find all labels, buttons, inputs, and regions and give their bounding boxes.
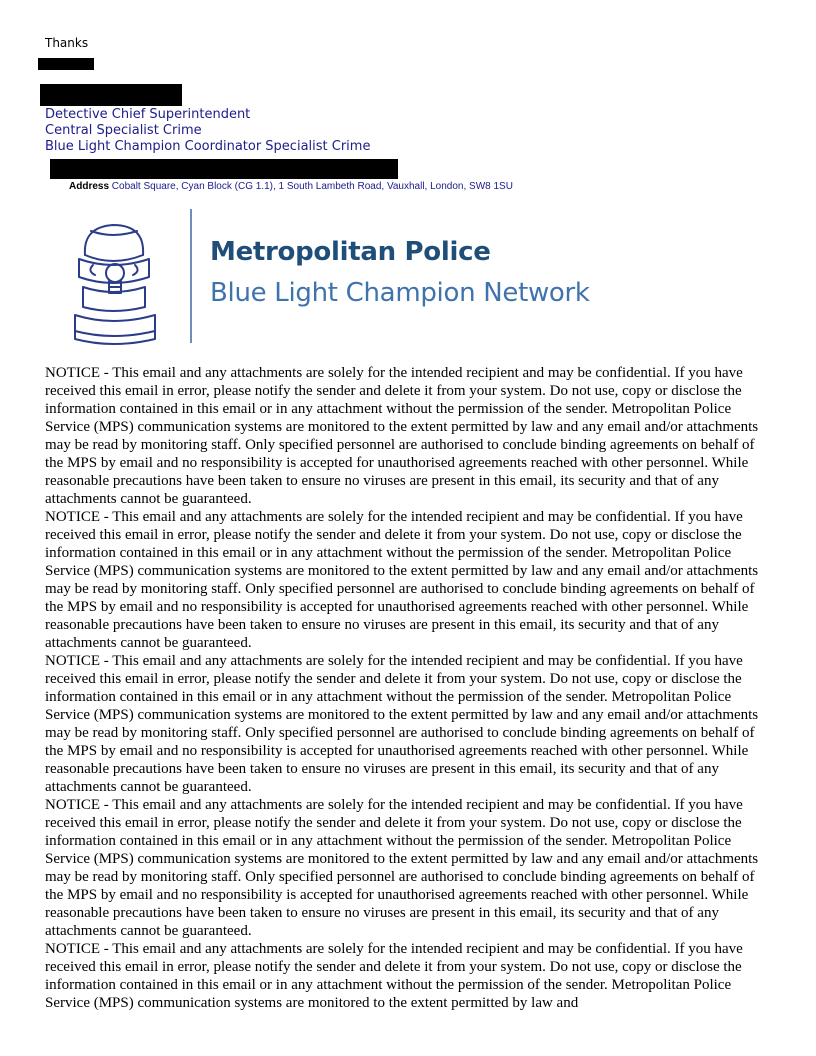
legal-notice: NOTICE - This email and any attachments are solely for the intended recipient and may be confidential. If you have received this email in error, please notify the sender and delete it from your system. Do not use, copy or disclose the information contained in this email or in any attachment without the permission of the sender. Metropolitan Police Service (MPS) communication systems are monitored to the extent permitted by law and any email and/or attachments may be read by monitoring staff. Only specified personnel are authorised to conclude binding agreements on behalf of the MPS by email and no responsibility is accepted for unauthorised agreements reached with other personnel. While reasonable precautions have been taken to ensure no viruses are present in this email, its security and that of any attachments cannot be guaranteed. [45,509,759,651]
blue-light-champion-logo [60,205,620,350]
legal-notice: NOTICE - This email and any attachments are solely for the intended recipient and may be confidential. If you have received this email in error, please notify the sender and delete it from your system. Do not use, copy or disclose the information contained in this email or in any attachment without the permission of the sender. Metropolitan Police Service (MPS) communication systems are monitored to the extent permitted by law and any email and/or attachments may be read by monitoring staff. Only specified personnel are authorised to conclude binding agreements on behalf of the MPS by email and no responsibility is accepted for unauthorised agreements reached with other personnel. While reasonable precautions have been taken to ensure no viruses are present in this email, its security and that of any attachments cannot be guaranteed. [45,365,759,507]
signature-block [45,107,370,155]
logo-title: Metropolitan Police [210,237,491,267]
address-label: Address [69,181,110,192]
legal-notice: NOTICE - This email and any attachments are solely for the intended recipient and may be confidential. If you have received this email in error, please notify the sender and delete it from your system. Do not use, copy or disclose the information contained in this email or in any attachment without the permission of the sender. Metropolitan Police Service (MPS) communication systems are monitored to the extent permitted by law and any email and/or attachments may be read by monitoring staff. Only specified personnel are authorised to conclude binding agreements on behalf of the MPS by email and no responsibility is accepted for unauthorised agreements reached with other personnel. While reasonable precautions have been taken to ensure no viruses are present in this email, its security and that of any attachments cannot be guaranteed. [45,797,759,939]
redacted-sender-name [40,84,182,106]
signature-unit: Central Specialist Crime [45,123,202,138]
legal-notice: NOTICE - This email and any attachments are solely for the intended recipient and may be confidential. If you have received this email in error, please notify the sender and delete it from your system. Do not use, copy or disclose the information contained in this email or in any attachment without the permission of the sender. Metropolitan Police Service (MPS) communication systems are monitored to the extent permitted by law and [45,941,743,1011]
greeting-text: Thanks [45,36,89,50]
signature-title: Detective Chief Superintendent [45,107,251,122]
legal-notices [45,364,773,1012]
blue-light-lamp-icon [65,215,165,355]
signature-role: Blue Light Champion Coordinator Specialist Crime [45,139,371,154]
logo-subtitle: Blue Light Champion Network [210,278,590,308]
address-line [69,181,513,192]
redacted-name [38,58,94,70]
logo-divider [190,209,192,343]
address-value: Cobalt Square, Cyan Block (CG 1.1), 1 South Lambeth Road, Vauxhall, London, SW8 1SU [111,181,513,192]
redacted-contact-details [50,159,398,179]
legal-notice: NOTICE - This email and any attachments are solely for the intended recipient and may be confidential. If you have received this email in error, please notify the sender and delete it from your system. Do not use, copy or disclose the information contained in this email or in any attachment without the permission of the sender. Metropolitan Police Service (MPS) communication systems are monitored to the extent permitted by law and any email and/or attachments may be read by monitoring staff. Only specified personnel are authorised to conclude binding agreements on behalf of the MPS by email and no responsibility is accepted for unauthorised agreements reached with other personnel. While reasonable precautions have been taken to ensure no viruses are present in this email, its security and that of any attachments cannot be guaranteed. [45,653,759,795]
